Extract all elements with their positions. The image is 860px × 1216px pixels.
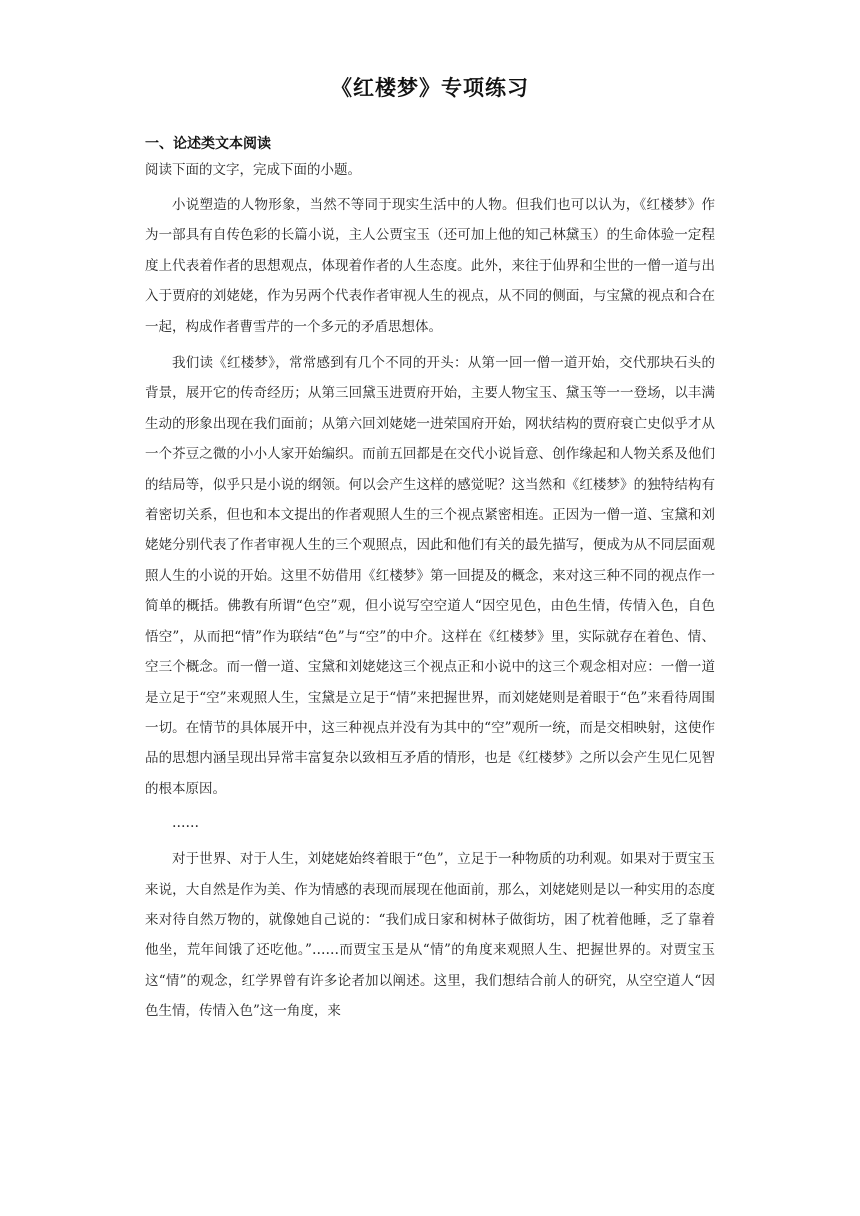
document-title: 《红楼梦》专项练习	[331, 76, 529, 100]
reading-instruction: 阅读下面的文字，完成下面的小题。	[145, 162, 361, 178]
paragraph-1: 小说塑造的人物形象，当然不等同于现实生活中的人物。但我们也可以认为，《红楼梦》作为一部具有自传色彩的长篇小说，主人公贾宝玉（还可加上他的知己林黛玉）的生命体验一定程度上代表着作者的思想观点，体现着作者的人生态度。此外，来往于仙界和尘世的一僧一道与出入于贾府的刘姥姥，作为另两个代表作者审视人生的视点，从不同的侧面，与宝黛的视点和合在一起，构成作者曹雪芹的一个多元的矛盾思想体。	[145, 197, 715, 335]
section-heading: 一、论述类文本阅读	[145, 136, 271, 152]
document-body	[145, 134, 715, 1033]
paragraph-3: 对于世界、对于人生，刘姥姥始终着眼于“色”，立足于一种物质的功利观。如果对于贾宝玉来说，大自然是作为美、作为情感的表现而展现在他面前，那么，刘姥姥则是以一种实用的态度来对待自然万物的，就像她自己说的：“我们成日家和树林子做街坊，困了枕着他睡，乏了靠着他坐，荒年间饿了还吃他。”……而贾宝玉是从“情”的角度来观照人生、把握世界的。对贾宝玉这“情”的观念，红学界曾有许多论者加以阐述。这里，我们想结合前人的研究，从空空道人“因色生情，传情入色”这一角度，来	[145, 851, 715, 1020]
paragraph-2: 我们读《红楼梦》，常常感到有几个不同的开头：从第一回一僧一道开始，交代那块石头的背景，展开它的传奇经历；从第三回黛玉进贾府开始，主要人物宝玉、黛玉等一一登场，以丰满生动的形象出现在我们面前；从第六回刘姥姥一进荣国府开始，网状结构的贾府衰亡史似乎才从一个芥豆之微的小小人家开始编织。而前五回都是在交代小说旨意、创作缘起和人物关系及他们的结局等，似乎只是小说的纲领。何以会产生这样的感觉呢？这当然和《红楼梦》的独特结构有着密切关系，但也和本文提出的作者观照人生的三个视点紧密相连。正因为一僧一道、宝黛和刘姥姥分别代表了作者审视人生的三个观照点，因此和他们有关的最先描写，便成为从不同层面观照人生的小说的开始。这里不妨借用《红楼梦》第一回提及的概念，来对这三种不同的视点作一简单的概括。佛教有所谓“色空”观，但小说写空空道人“因空见色，由色生情，传情入色，自色悟空”，从而把“情”作为联结“色”与“空”的中介。这样在《红楼梦》里，实际就存在着色、情、空三个概念。而一僧一道、宝黛和刘姥姥这三个视点正和小说中的这三个观念相对应：一僧一道是立足于“空”来观照人生，宝黛是立足于“情”来把握世界，而刘姥姥则是着眼于“色”来看待周围一切。在情节的具体展开中，这三种视点并没有为其中的“空”观所一统，而是交相映射，这使作品的思想内涵呈现出异常丰富复杂以致相互矛盾的情形，也是《红楼梦》之所以会产生见仁见智的根本原因。	[145, 355, 715, 797]
omission-ellipsis: ……	[172, 815, 199, 832]
